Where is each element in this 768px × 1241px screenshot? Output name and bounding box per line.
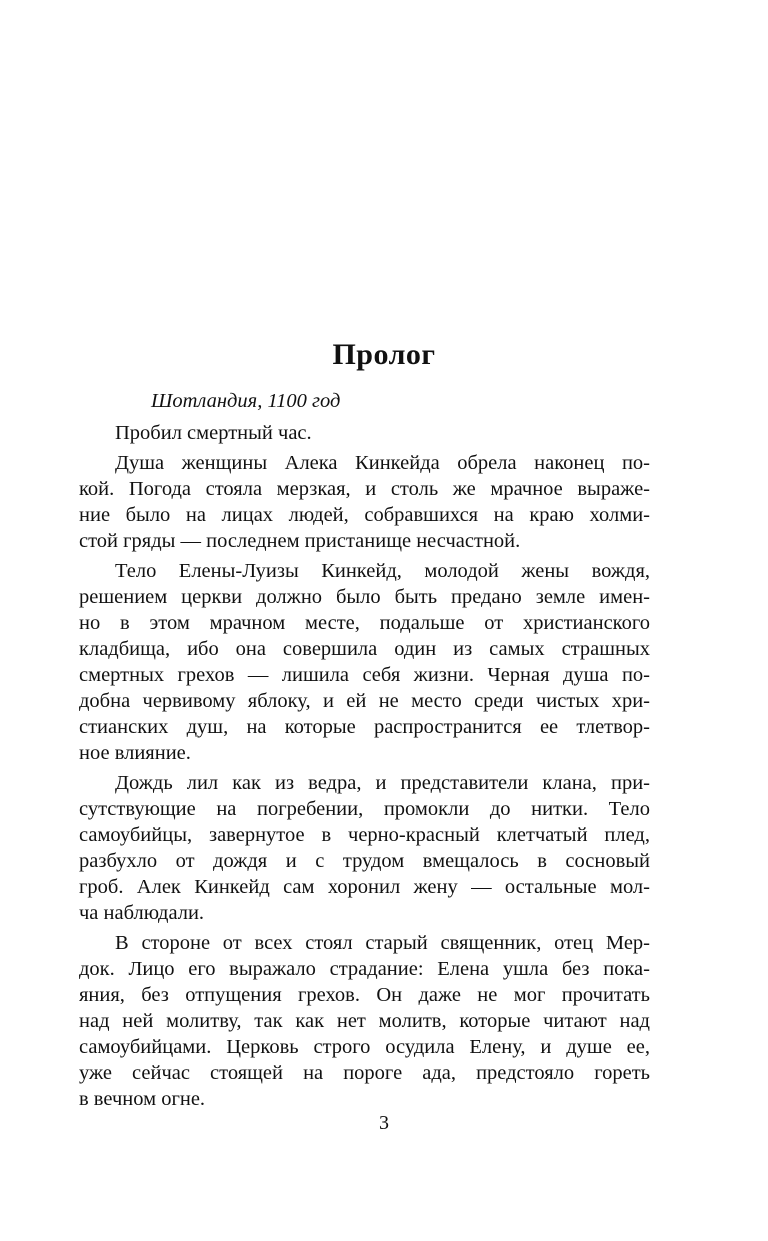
paragraph-line: кладбища, ибо она совершила один из самых страшных xyxy=(79,638,650,660)
paragraph-1 xyxy=(79,420,650,446)
paragraph-line: добна червивому яблоку, и ей не место среди чистых хри- xyxy=(79,690,650,712)
paragraph-line: стианских душ, на которые распространится ее тлетвор- xyxy=(79,716,650,738)
paragraph-line: в вечном огне. xyxy=(79,1088,206,1110)
paragraph-line: Душа женщины Алека Кинкейда обрела наконец по- xyxy=(115,452,650,474)
paragraph-line: смертных грехов — лишила себя жизни. Черная душа по- xyxy=(79,664,650,686)
paragraph-2 xyxy=(79,450,650,554)
paragraph-line: кой. Погода стояла мерзкая, и столь же мрачное выраже- xyxy=(79,478,650,500)
paragraph-3 xyxy=(79,558,650,766)
paragraph-line: ча наблюдали. xyxy=(79,902,205,924)
paragraph-line: Пробил смертный час. xyxy=(115,422,312,444)
paragraph-5 xyxy=(79,930,650,1112)
page-number: 3 xyxy=(379,1112,389,1134)
paragraph-line: ное влияние. xyxy=(79,742,191,764)
paragraph-line: разбухло от дождя и с трудом вмещалось в сосновый xyxy=(79,850,650,872)
epigraph: Шотландия, 1100 год xyxy=(151,390,341,412)
paragraph-line: В стороне от всех стоял старый священник, отец Мер- xyxy=(115,932,650,954)
paragraph-line: над ней молитву, так как нет молитв, которые читают над xyxy=(79,1010,650,1032)
paragraph-line: сутствующие на погребении, промокли до нитки. Тело xyxy=(79,798,650,820)
paragraph-line: гроб. Алек Кинкейд сам хоронил жену — остальные мол- xyxy=(79,876,650,898)
paragraph-line: док. Лицо его выражало страдание: Елена ушла без пока- xyxy=(79,958,650,980)
paragraph-line: решением церкви должно было быть предано земле имен- xyxy=(79,586,650,608)
paragraph-line: но в этом мрачном месте, подальше от христианского xyxy=(79,612,650,634)
paragraph-line: яния, без отпущения грехов. Он даже не мог прочитать xyxy=(79,984,650,1006)
paragraph-line: уже сейчас стоящей на пороге ада, предстояло гореть xyxy=(79,1062,650,1084)
paragraph-4 xyxy=(79,770,650,926)
paragraph-line: ние было на лицах людей, собравшихся на краю холми- xyxy=(79,504,650,526)
chapter-text xyxy=(79,388,650,1112)
paragraph-line: Дождь лил как из ведра, и представители клана, при- xyxy=(115,772,650,794)
paragraph-line: стой гряды — последнем пристанище несчастной. xyxy=(79,530,521,552)
chapter-title: Пролог xyxy=(332,338,436,371)
paragraph-line: Тело Елены-Луизы Кинкейд, молодой жены вождя, xyxy=(115,560,650,582)
paragraph-line: самоубийцы, завернутое в черно-красный клетчатый плед, xyxy=(79,824,650,846)
paragraph-line: самоубийцами. Церковь строго осудила Елену, и душе ее, xyxy=(79,1036,650,1058)
